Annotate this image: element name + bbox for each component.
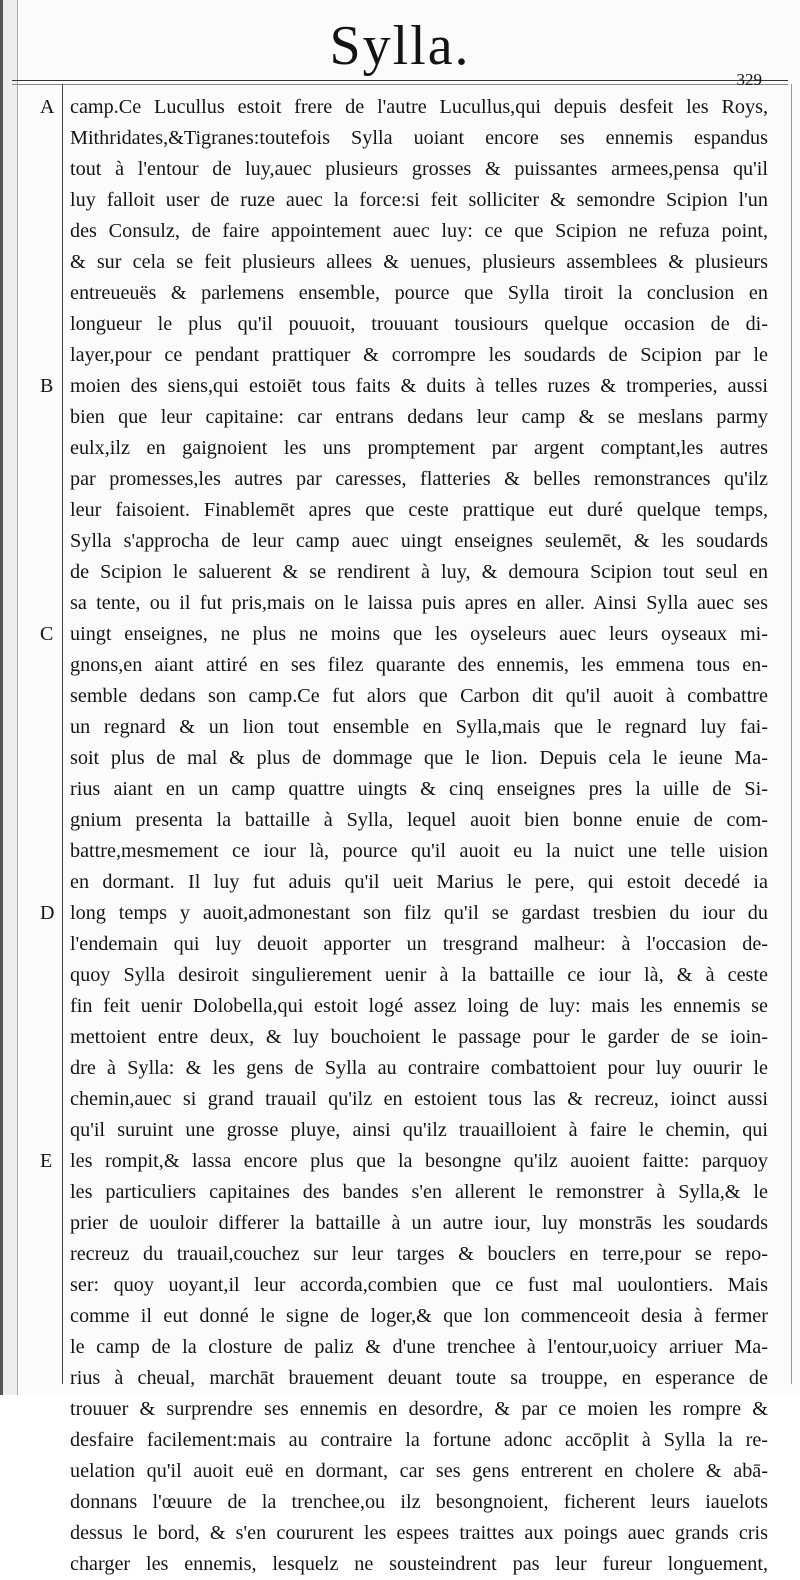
text-line: rius à cheual, marchāt brauement deuant toute sa trouppe, en esperance de xyxy=(70,1367,768,1389)
running-title: Sylla. xyxy=(329,15,471,77)
text-line: camp.Ce Lucullus estoit frere de l'autre Lucullus,qui depuis desfeit les Roys, xyxy=(70,96,768,118)
text-line: chemin,auec si grand trauail qu'ilz en estoient tous las & recreuz, ioinct aussi xyxy=(70,1088,768,1110)
text-line: trouuer & surprendre ses ennemis en desordre, & par ce moien les rompre & xyxy=(70,1398,768,1420)
margin-rule xyxy=(62,84,63,1384)
text-line: quoy Sylla desiroit singulierement uenir à la battaille ce iour là, & à ceste xyxy=(70,964,768,986)
text-line: & sur cela se feit plusieurs allees & uenues, plusieurs assemblees & plusieurs xyxy=(70,251,768,273)
text-line: rius aiant en un camp quattre uingts & cinq enseignes pres la uille de Si- xyxy=(70,778,768,800)
text-line: gnium presenta la battaille à Sylla, lequel auoit bien bonne enuie de com- xyxy=(70,809,768,831)
text-line: le camp de la closture de paliz & d'une trenchee à l'entour,uoicy arriuer Ma- xyxy=(70,1336,768,1358)
body-text xyxy=(70,92,768,1580)
text-line: recreuz du trauail,couchez sur leur targes & bouclers en terre,pour se repo- xyxy=(70,1243,768,1265)
text-line: charger les ennemis, lesquelz ne sousteindrent pas leur fureur longuement, xyxy=(70,1553,768,1575)
text-line: battre,mesmement ce iour là, pource qu'il auoit eu la nuict une telle uision xyxy=(70,840,768,862)
right-margin-rule xyxy=(791,84,792,1384)
text-line: luy falloit user de ruze auec la force:si feit solliciter & semondre Scipion l'un xyxy=(70,189,768,211)
text-line: dre à Sylla: & les gens de Sylla au contraire combattoient pour luy ouurir le xyxy=(70,1057,768,1079)
header-rule-secondary xyxy=(12,84,788,85)
text-line: un regnard & un lion tout ensemble en Sylla,mais que le regnard luy fai- xyxy=(70,716,768,738)
text-line: Sylla s'approcha de leur camp auec uingt enseignes seulemēt, & les soudards xyxy=(70,530,768,552)
text-line: gnons,en aiant attiré en ses filez quarante des ennemis, les emmena tous en- xyxy=(70,654,768,676)
text-line: eulx,ilz en gaignoient les uns promptement par argent comptant,les autres xyxy=(70,437,768,459)
text-line: ser: quoy uoyant,il leur accorda,combien que ce fust mal uoulontiers. Mais xyxy=(70,1274,768,1296)
page-binding-edge xyxy=(0,0,18,1395)
text-line: bien que leur capitaine: car entrans dedans leur camp & se meslans parmy xyxy=(70,406,768,428)
text-line: dessus le bord, & s'en coururent les espees traittes aux poings auec grands cris xyxy=(70,1522,768,1544)
text-line: qu'il suruint une grosse pluye, ainsi qu'ilz trauailloient à faire le chemin, qui xyxy=(70,1119,768,1141)
text-line: moien des siens,qui estoiēt tous faits & duits à telles ruzes & tromperies, aussi xyxy=(70,375,768,397)
header-rule xyxy=(12,80,788,81)
text-line: comme il eut donné le signe de loger,& que lon commenceoit desia à fermer xyxy=(70,1305,768,1327)
text-line: layer,pour ce pendant prattiquer & corrompre les soudards de Scipion par le xyxy=(70,344,768,366)
text-line: l'endemain qui luy deuoit apporter un tresgrand malheur: à l'occasion de- xyxy=(70,933,768,955)
text-line: desfaire facilement:mais au contraire la fortune adonc accōplit à Sylla la re- xyxy=(70,1429,768,1451)
text-line: par promesses,les autres par caresses, flatteries & belles remonstrances qu'ilz xyxy=(70,468,768,490)
text-line: des Consulz, de faire appointement auec luy: ce que Scipion ne refuza point, xyxy=(70,220,768,242)
text-line: de Scipion le saluerent & se rendirent à luy, & demoura Scipion tout seul en xyxy=(70,561,768,583)
text-line: semble dedans son camp.Ce fut alors que Carbon dit qu'il auoit à combattre xyxy=(70,685,768,707)
margin-letter: A xyxy=(40,96,55,118)
text-line: entreueuës & parlemens ensemble, pource que Sylla tiroit la conclusion en xyxy=(70,282,768,304)
text-line: sa tente, ou il fut pris,mais on le laissa puis apres en aller. Ainsi Sylla auec ses xyxy=(70,592,768,614)
text-line: mettoient entre deux, & luy bouchoient le passage pour le garder de se ioin- xyxy=(70,1026,768,1048)
text-line: en dormant. Il luy fut aduis qu'il ueit Marius le pere, qui estoit decedé ia xyxy=(70,871,768,893)
text-line: les particuliers capitaines des bandes s'en allerent le remonstrer à Sylla,& le xyxy=(70,1181,768,1203)
text-line: les rompit,& lassa encore plus que la besongne qu'ilz auoient faitte: parquoy xyxy=(70,1150,768,1172)
text-line: Mithridates,&Tigranes:toutefois Sylla uoiant encore ses ennemis espandus xyxy=(70,127,768,149)
text-line: uingt enseignes, ne plus ne moins que les oyseleurs auec leurs oyseaux mi- xyxy=(70,623,768,645)
text-line: soit plus de mal & plus de dommage que le lion. Depuis cela le ieune Ma- xyxy=(70,747,768,769)
text-line: leur faisoient. Finablemēt apres que ceste prattique eut duré quelque temps, xyxy=(70,499,768,521)
text-line: fin feit uenir Dolobella,qui estoit logé assez loing de luy: mais les ennemis se xyxy=(70,995,768,1017)
text-line: prier de uouloir differer la battaille à un autre iour, luy monstrās les soudards xyxy=(70,1212,768,1234)
text-line: longueur le plus qu'il pouuoit, trouuant tousiours quelque occasion de di- xyxy=(70,313,768,335)
page-number: 329 xyxy=(736,70,762,89)
text-line: long temps y auoit,admonestant son filz qu'il se gardast tresbien du iour du xyxy=(70,902,768,924)
margin-letter: B xyxy=(40,375,54,397)
margin-letter: C xyxy=(40,623,54,645)
margin-letter: D xyxy=(40,902,55,924)
text-line: uelation qu'il auoit euë en dormant, car ses gens entrerent en cholere & abā- xyxy=(70,1460,768,1482)
text-line: donnans l'œuure de la trenchee,ou ilz besongnoient, ficherent leurs iauelots xyxy=(70,1491,768,1513)
text-line: tout à l'entour de luy,auec plusieurs grosses & puissantes armees,pensa qu'il xyxy=(70,158,768,180)
margin-letter: E xyxy=(40,1150,53,1172)
